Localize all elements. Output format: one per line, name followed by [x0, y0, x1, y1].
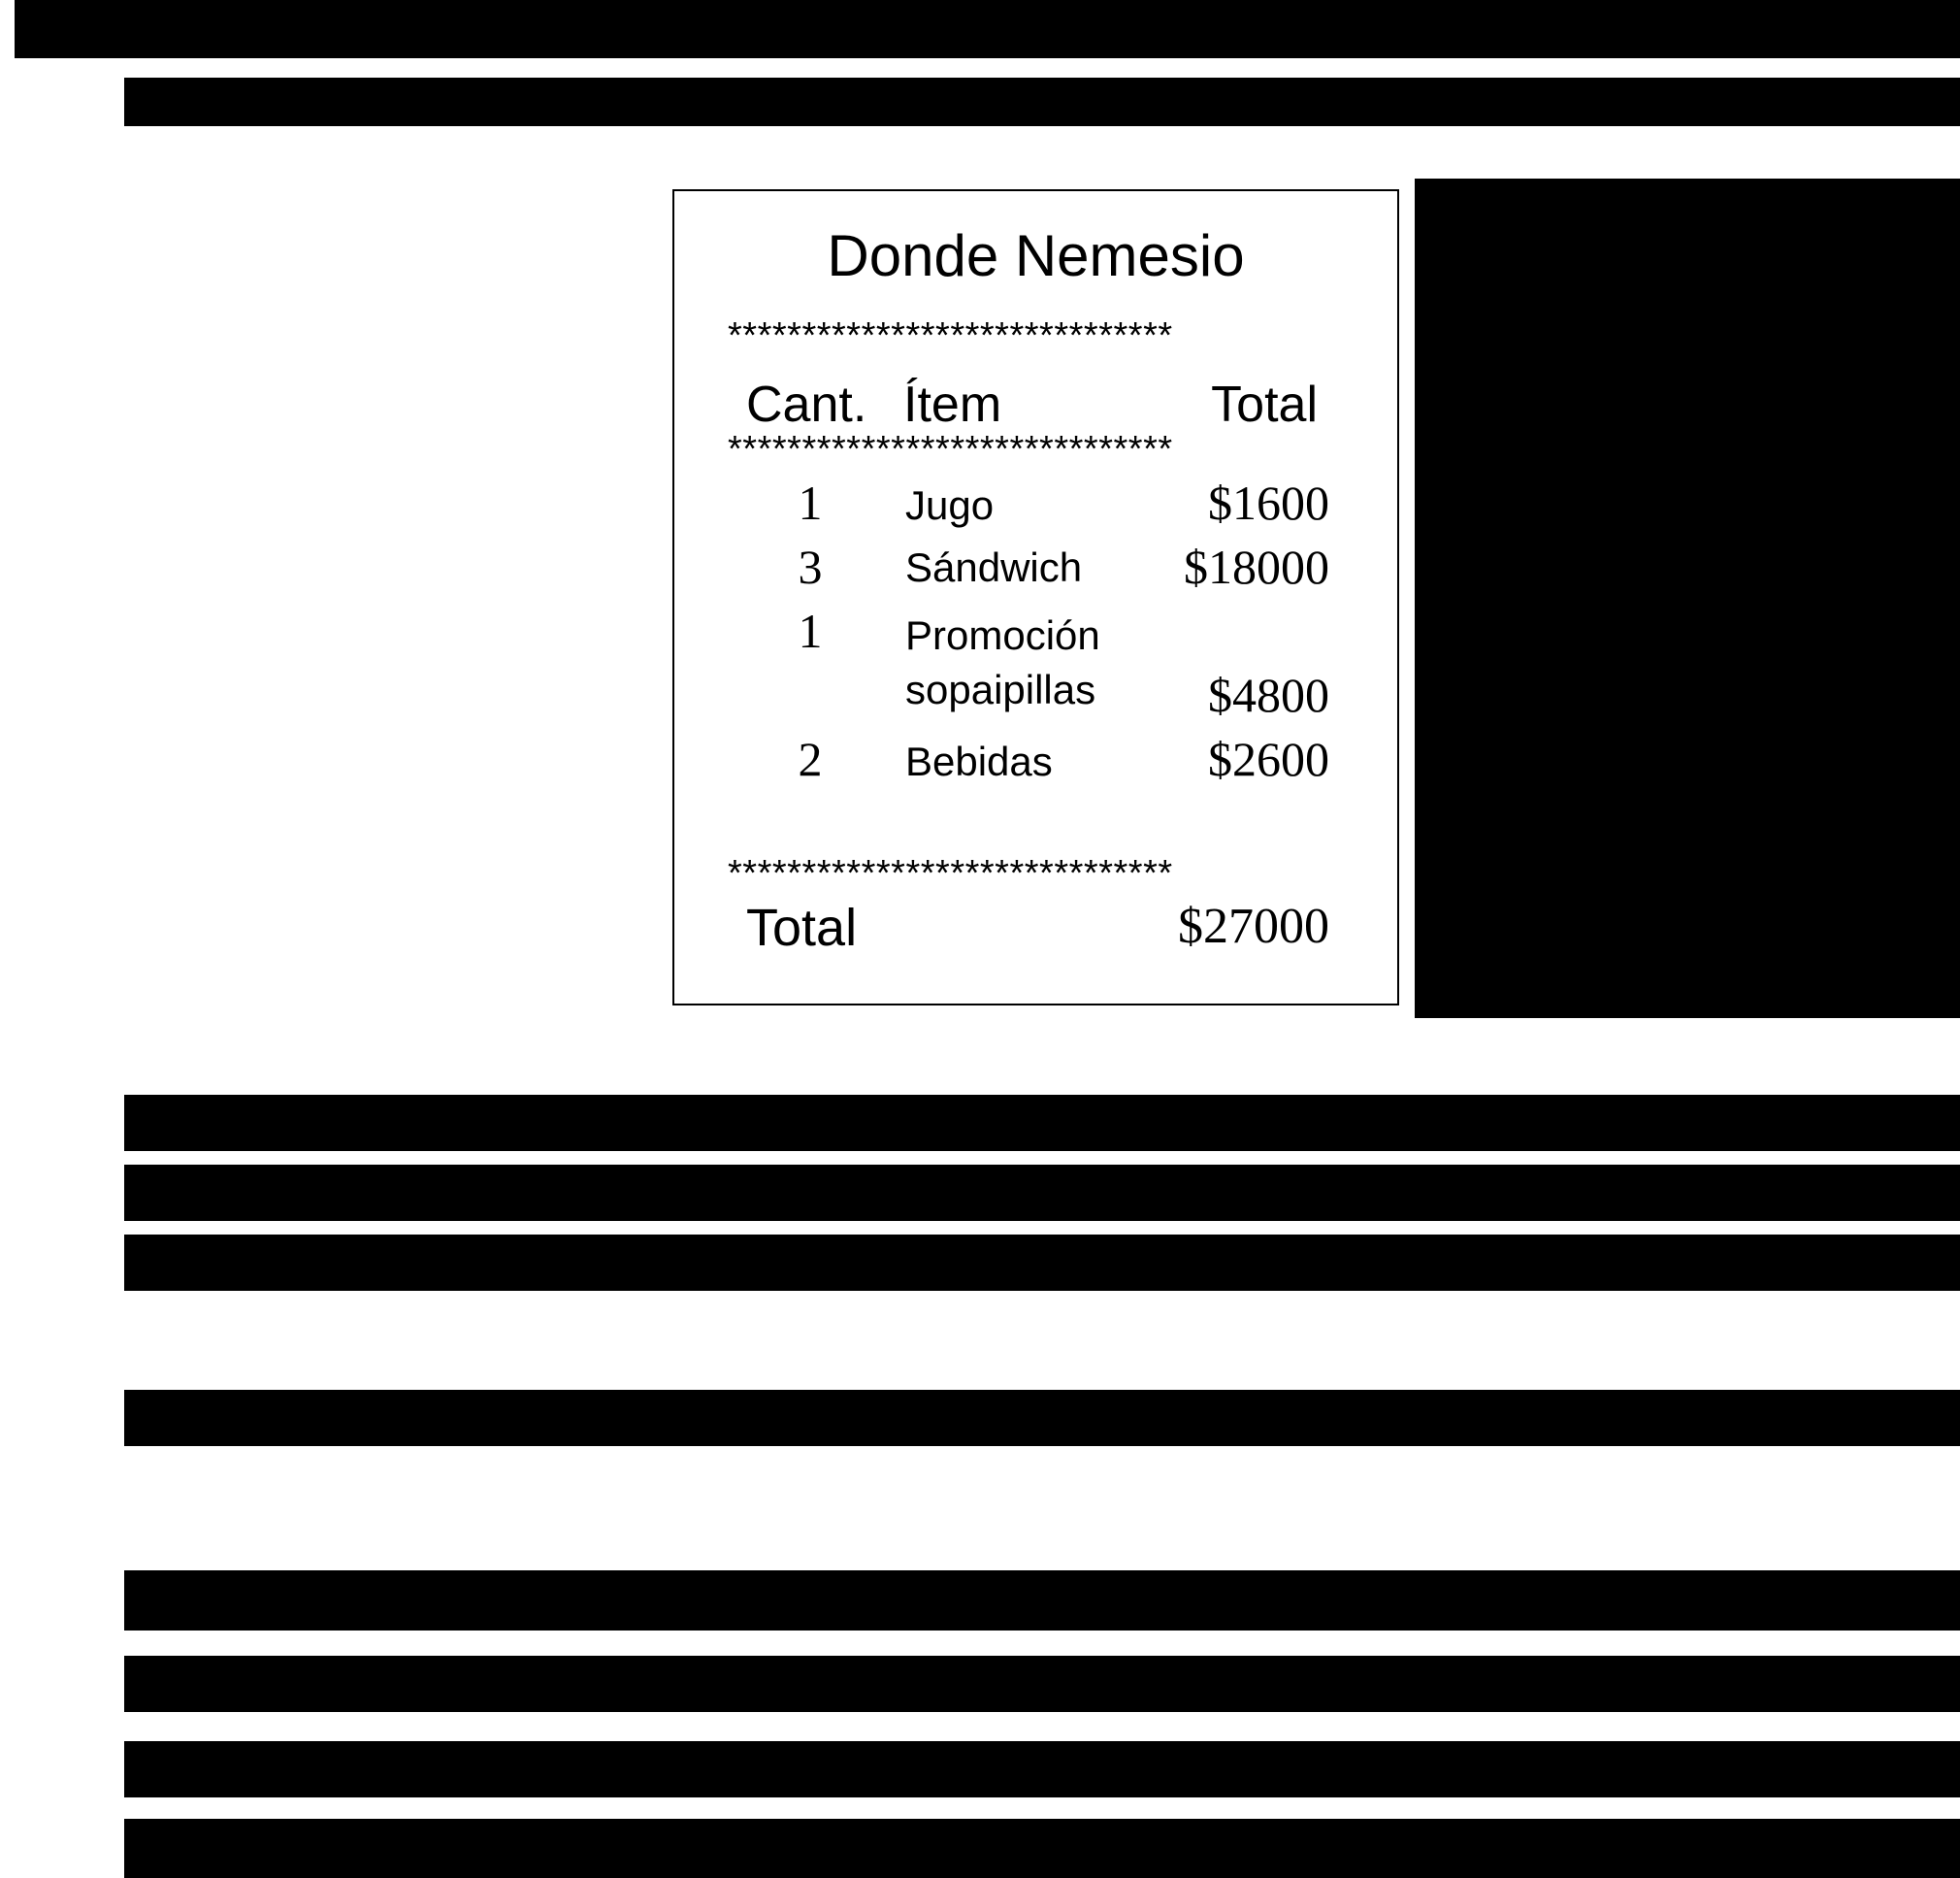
redacted-option-line-3 [124, 1741, 1960, 1797]
redacted-paragraph-line-2 [124, 1165, 1960, 1221]
redacted-option-line-1 [124, 1570, 1960, 1631]
total-label: Total [746, 899, 858, 957]
line-qty: 1 [798, 604, 823, 658]
redacted-side-panel [1415, 179, 1960, 1018]
separator-bottom: ****************************** [728, 853, 1173, 894]
line-qty: 1 [798, 476, 823, 530]
redacted-paragraph-line-3 [124, 1235, 1960, 1291]
line-qty: 2 [798, 732, 823, 786]
line-price: $2600 [1208, 732, 1329, 786]
line-item: Promoción [905, 612, 1100, 658]
line-item: Sándwich [905, 544, 1083, 590]
header-item: Ítem [903, 377, 1002, 433]
header-qty: Cant. [746, 377, 867, 433]
line-item: Bebidas [905, 739, 1053, 784]
total-value: $27000 [1178, 899, 1329, 954]
line-price: $1600 [1208, 476, 1329, 530]
receipt-title: Donde Nemesio [827, 223, 1245, 288]
redacted-option-line-4 [124, 1819, 1960, 1878]
redacted-heading-line-2 [124, 78, 1960, 126]
redacted-heading-line-1 [15, 0, 1960, 58]
receipt [672, 189, 1399, 1005]
line-price: $4800 [1208, 668, 1329, 722]
line-price: $18000 [1184, 540, 1329, 594]
redacted-option-line-2 [124, 1656, 1960, 1712]
redacted-question-line [124, 1390, 1960, 1446]
separator-top: ****************************** [728, 315, 1173, 356]
header-total: Total [1211, 377, 1318, 433]
line-item: Jugo [905, 482, 995, 528]
separator-header: ****************************** [728, 429, 1173, 470]
line-qty: 3 [798, 540, 823, 594]
redacted-paragraph-line-1 [124, 1095, 1960, 1151]
line-item-continuation: sopaipillas [905, 667, 1096, 712]
